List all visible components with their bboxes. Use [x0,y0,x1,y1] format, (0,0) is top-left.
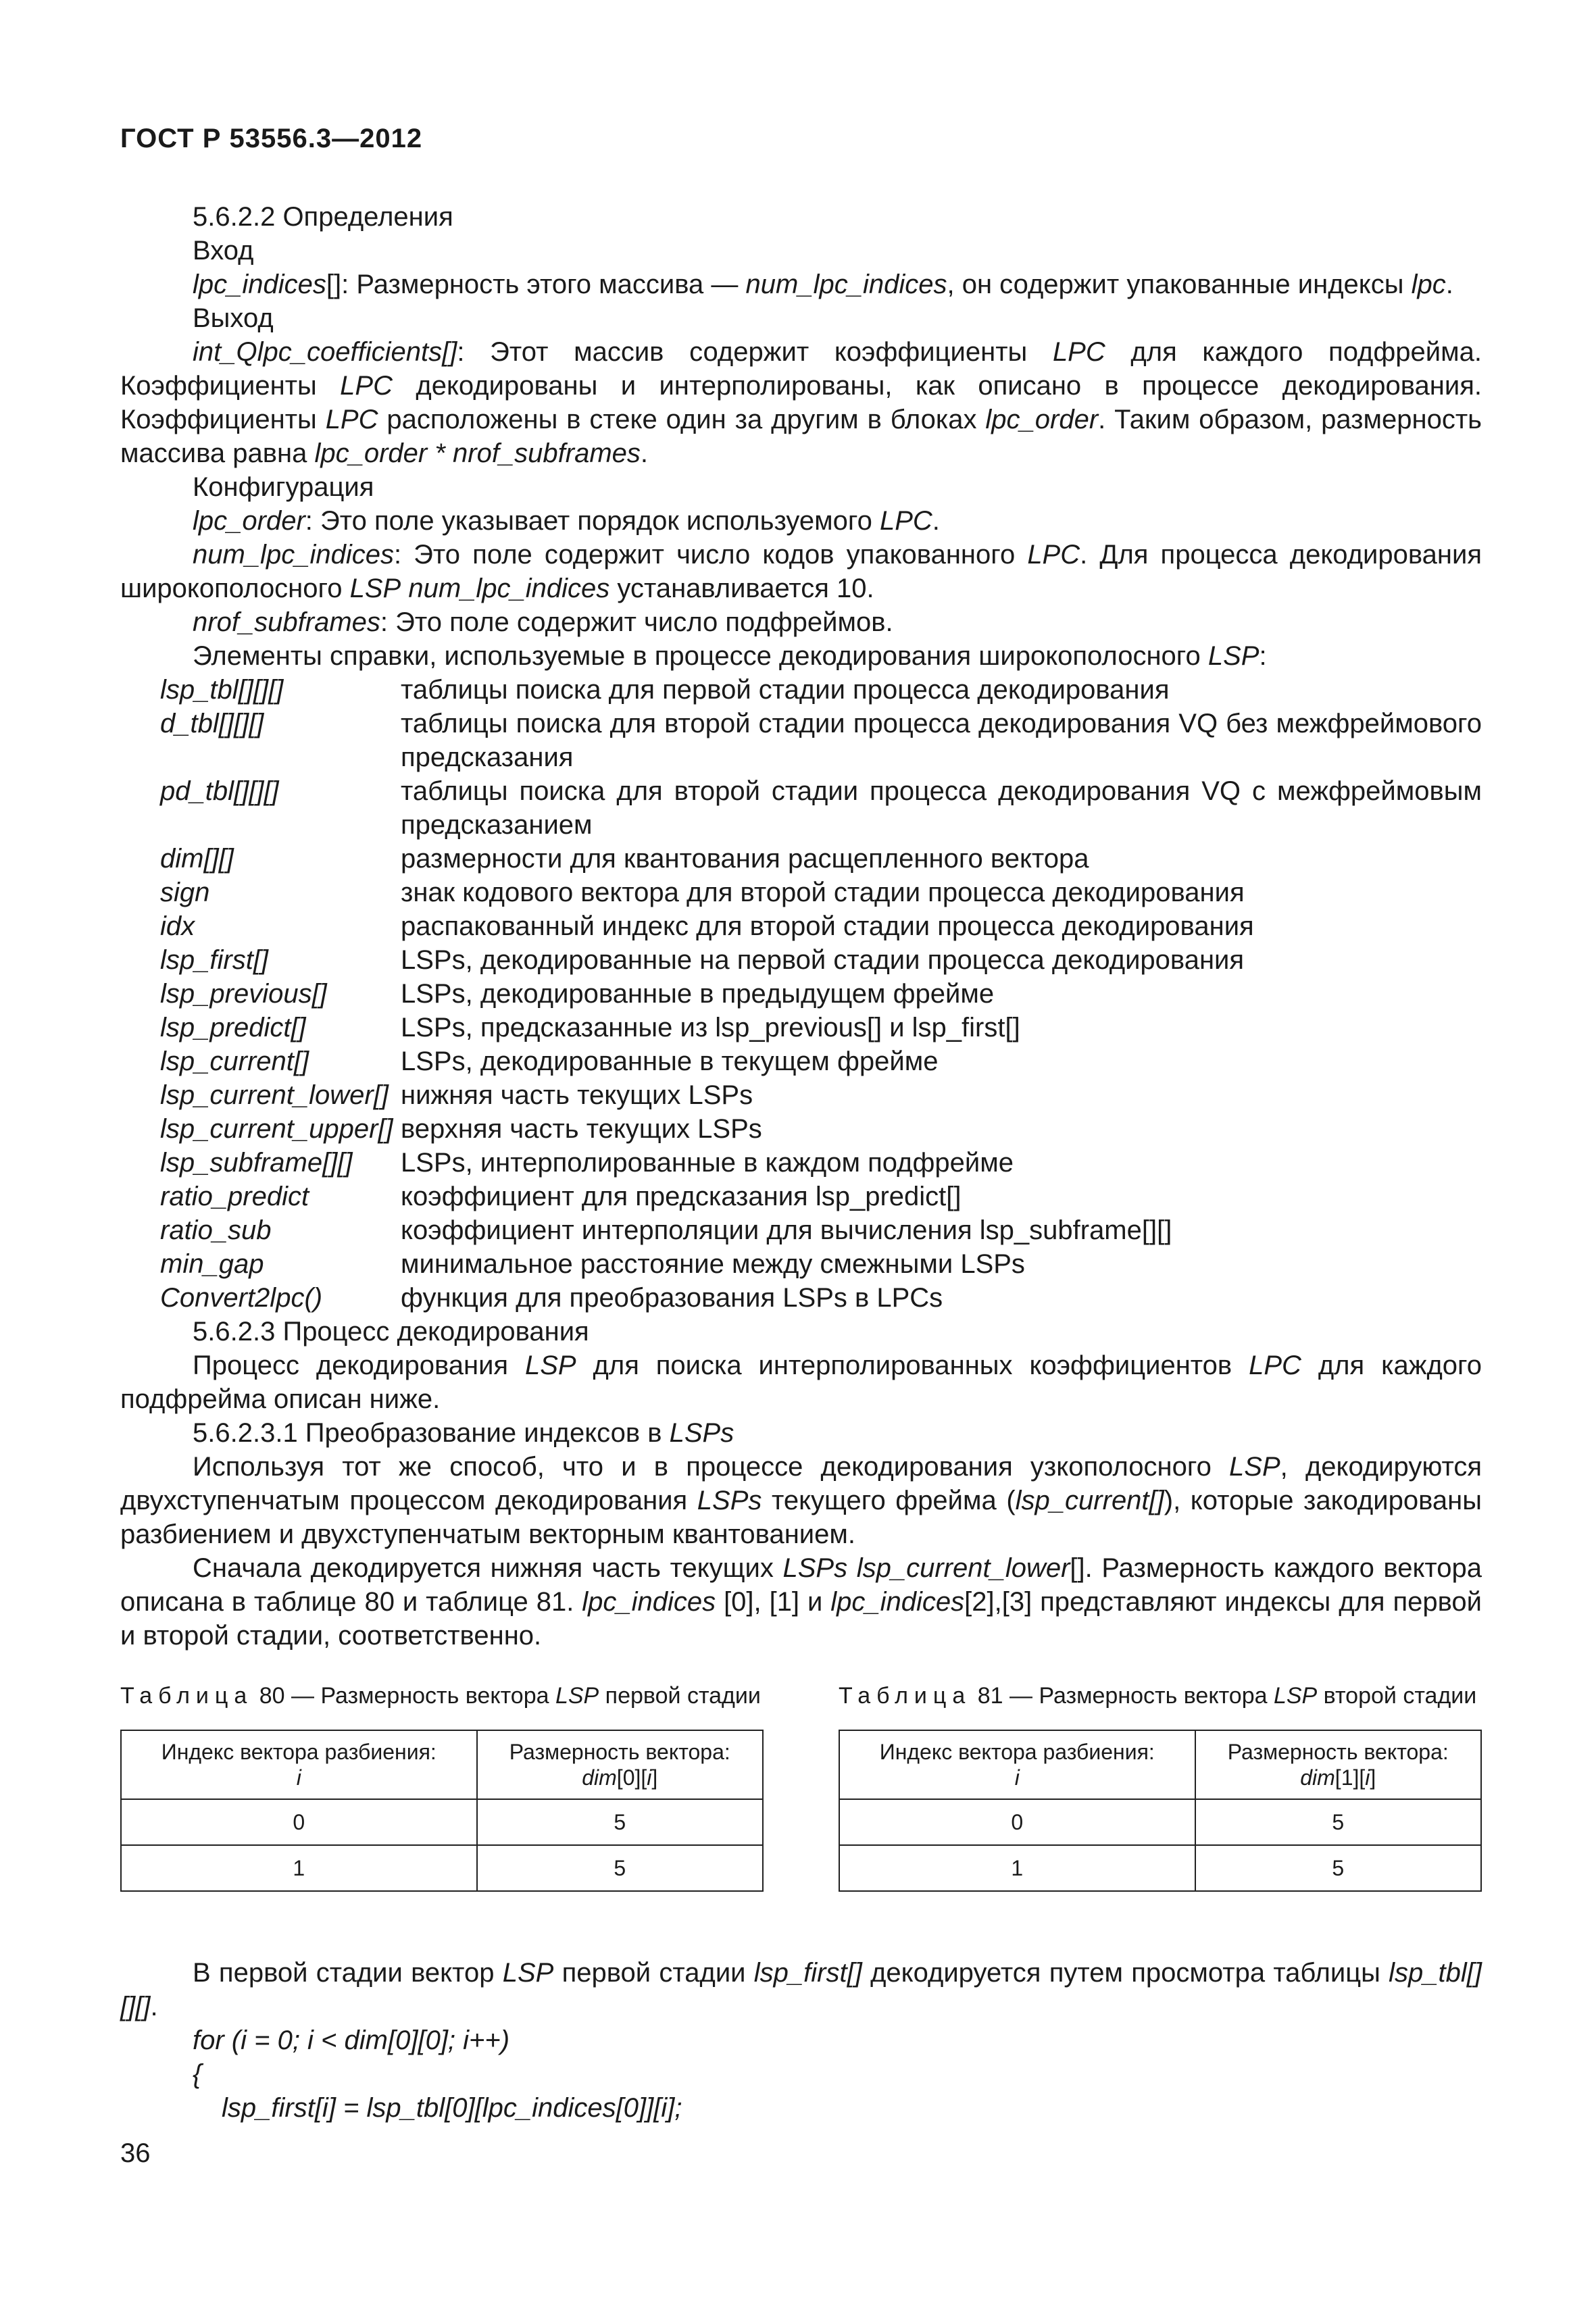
output-definition: int_Qlpc_coefficients[]: Этот массив содержит коэффициенты LPC для каждого подфрейма. Коэффициенты LPC декодированы и интерполированы, как описано в процессе декодирования. Коэффициенты LPC расположены в стеке один за другим в блоках lpc_order. Таким образом, размерность массива равна lpc_order * nrof_subframes. [120,337,1482,468]
definition-term: pd_tbl[][][] [160,776,279,806]
input-definition: lpc_indices[]: Размерность этого массива — num_lpc_indices, он содержит упакованные индексы lpc. [193,270,1453,299]
code-line: { [193,2059,202,2089]
table-cell: 5 [477,1845,764,1891]
definition-term: lsp_first[] [160,945,269,975]
table-81-grid [839,1730,1482,1892]
definition-description: верхняя часть текущих LSPs [401,1114,762,1144]
definition-description: минимальное расстояние между смежными LSPs [401,1249,1025,1279]
section-title-5-6-2-3-1: 5.6.2.3.1 Преобразование индексов в LSPs [193,1418,734,1448]
paragraph-lower-part: Сначала декодируется нижняя часть текущих LSPs lsp_current_lower[]. Размерность каждого вектора описана в таблице 80 и таблице 81. lpc_indices [0], [1] и lpc_indices[2],[3] представляют индексы для первой и второй стадии, соответственно. [120,1553,1482,1651]
table-80-caption: Таблица 80 — Размерность вектора LSP первой стадии [120,1683,761,1709]
definition-row [120,1078,1482,1112]
definition-description: нижняя часть текущих LSPs [401,1080,753,1110]
first-stage-paragraph: В первой стадии вектор LSP первой стадии lsp_first[] декодируется путем просмотра таблицы lsp_tbl[][][]. [120,1958,1482,2021]
definition-term: lsp_tbl[][][] [160,675,284,705]
definition-description: знак кодового вектора для второй стадии процесса декодирования [401,878,1245,907]
definition-row [120,943,1482,977]
definition-row [120,673,1482,707]
section-title-5-6-2-2: 5.6.2.2 Определения [193,202,453,232]
after-tables-text [120,1956,1482,2125]
config-heading: Конфигурация [193,472,374,502]
table-81-caption: Таблица 81 — Размерность вектора LSP второй стадии [839,1683,1477,1709]
table-80-grid [120,1730,764,1892]
table-cell: 5 [1195,1845,1482,1891]
definition-description: LSPs, декодированные в текущем фрейме [401,1047,939,1076]
definition-description: размерности для квантования расщепленного вектора [401,844,1089,874]
definition-row [120,1180,1482,1213]
definition-row [120,977,1482,1011]
table-cell: 5 [1195,1799,1482,1845]
definition-term: lsp_current_lower[] [160,1080,389,1110]
definition-row [120,876,1482,909]
definition-term: d_tbl[][][] [160,709,264,738]
definition-row [120,774,1482,842]
config-lpc-order: lpc_order: Это поле указывает порядок используемого LPC. [193,506,940,536]
table-row [839,1845,1481,1891]
table-cell: 0 [839,1799,1195,1845]
config-num-lpc-indices: num_lpc_indices: Это поле содержит число кодов упакованного LPC. Для процесса декодирования широкополосного LSP num_lpc_indices устанавливается 10. [120,540,1482,603]
definition-term: ratio_sub [160,1215,272,1245]
table-81 [839,1681,1482,1892]
definition-row [120,1213,1482,1247]
definition-term: dim[][] [160,844,234,874]
table-row [839,1799,1481,1845]
definition-row [120,1011,1482,1045]
table-81-header-dim: Размерность вектора: dim[1][i] [1195,1730,1482,1799]
table-81-header-index: Индекс вектора разбиения: i [839,1730,1195,1799]
definition-term: ratio_predict [160,1182,309,1211]
definition-term: min_gap [160,1249,264,1279]
definition-description: LSPs, предсказанные из lsp_previous[] и lsp_first[] [401,1013,1020,1042]
definition-description: коэффициент интерполяции для вычисления lsp_subframe[][] [401,1215,1172,1245]
definition-row [120,842,1482,876]
definition-description: распакованный индекс для второй стадии процесса декодирования [401,911,1254,941]
config-nrof-subframes: nrof_subframes: Это поле содержит число подфреймов. [193,607,893,637]
definition-description: коэффициент для предсказания lsp_predict[] [401,1182,962,1211]
output-heading: Выход [193,303,274,333]
definition-term: lsp_previous[] [160,979,327,1009]
code-line: lsp_first[i] = lsp_tbl[0][lpc_indices[0]][i]; [222,2093,682,2123]
input-heading: Вход [193,236,254,266]
decoding-process-text: Процесс декодирования LSP для поиска интерполированных коэффициентов LPC для каждого подфрейма описан ниже. [120,1351,1482,1414]
help-intro: Элементы справки, используемые в процессе декодирования широкополосного LSP: [193,641,1267,671]
table-cell: 5 [477,1799,764,1845]
definition-description: таблицы поиска для первой стадии процесса декодирования [401,675,1170,705]
table-row [121,1845,763,1891]
table-cell: 1 [839,1845,1195,1891]
paragraph-two-stage: Используя тот же способ, что и в процессе декодирования узкополосного LSP, декодируются двухступенчатым процессом декодирования LSPs текущего фрейма (lsp_current[]), которые закодированы разбиением и двухступенчатым векторным квантованием. [120,1452,1482,1549]
table-80 [120,1681,764,1892]
definition-row [120,1045,1482,1078]
definition-row [120,1146,1482,1180]
definition-description: LSPs, интерполированные в каждом подфрейме [401,1148,1014,1178]
definition-description: функция для преобразования LSPs в LPCs [401,1283,943,1313]
definition-term: Convert2lpc() [160,1283,323,1313]
definition-term: lsp_current[] [160,1047,309,1076]
definition-row [120,909,1482,943]
definition-description: LSPs, декодированные на первой стадии процесса декодирования [401,945,1245,975]
definition-term: sign [160,878,210,907]
section-title-5-6-2-3: 5.6.2.3 Процесс декодирования [193,1317,589,1347]
definition-term: lsp_subframe[][] [160,1148,353,1178]
definition-description: таблицы поиска для второй стадии процесса декодирования VQ без межфреймового предсказания [401,709,1482,772]
definition-row [120,1112,1482,1146]
table-row [121,1799,763,1845]
main-text [120,200,1482,1653]
code-line: for (i = 0; i < dim[0][0]; i++) [193,2026,510,2055]
table-80-header-dim: Размерность вектора: dim[0][i] [477,1730,764,1799]
definitions-list [120,673,1482,1315]
definition-term: lsp_current_upper[] [160,1114,393,1144]
page-number: 36 [120,2138,151,2168]
table-cell: 1 [121,1845,477,1891]
definition-term: idx [160,911,195,941]
definition-description: таблицы поиска для второй стадии процесса декодирования VQ с межфреймовым предсказанием [401,776,1482,840]
tables-area [120,1681,1482,1938]
definition-row [120,1247,1482,1281]
definition-row [120,707,1482,774]
definition-description: LSPs, декодированные в предыдущем фрейме [401,979,995,1009]
table-80-header-index: Индекс вектора разбиения: i [121,1730,477,1799]
table-cell: 0 [121,1799,477,1845]
definition-term: lsp_predict[] [160,1013,306,1042]
document-header: ГОСТ Р 53556.3—2012 [120,124,423,153]
definition-row [120,1281,1482,1315]
